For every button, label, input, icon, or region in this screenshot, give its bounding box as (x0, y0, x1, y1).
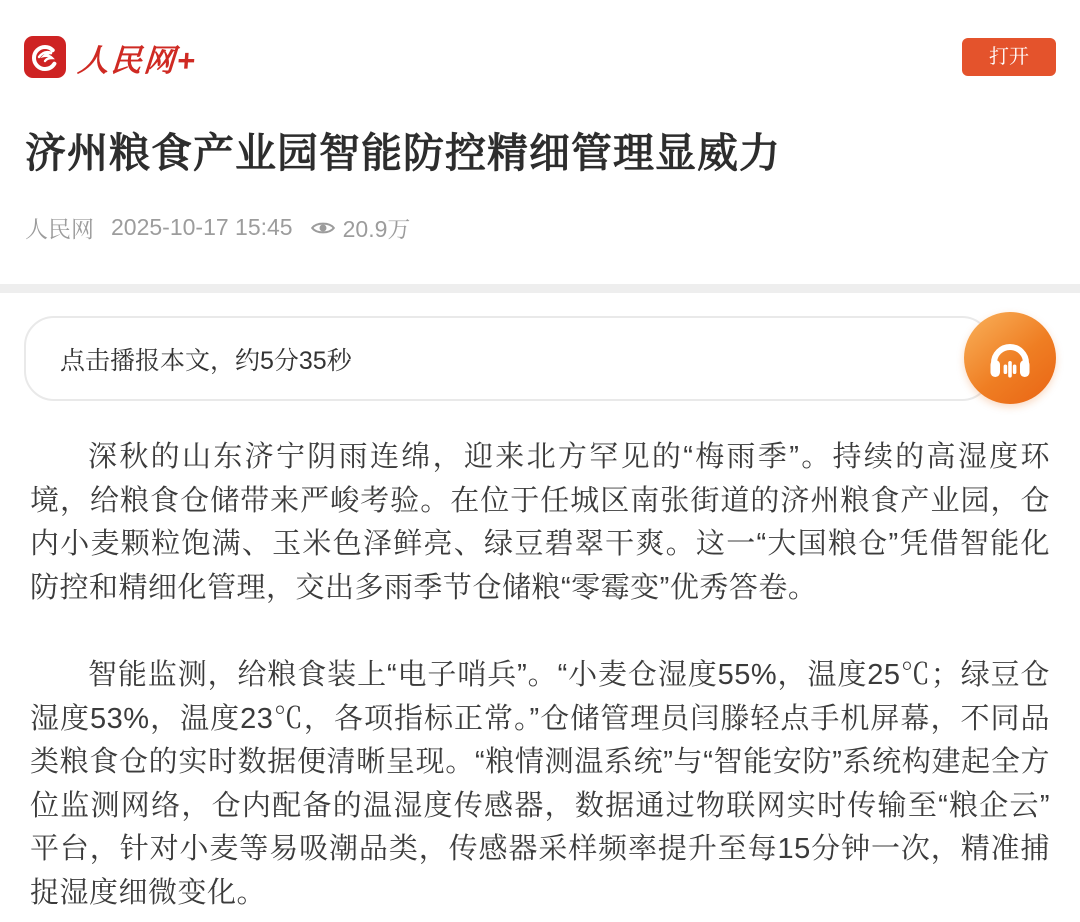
audio-prompt-label: 点击播报本文，约5分35秒 (60, 346, 352, 375)
peoples-daily-logo-icon (24, 36, 66, 78)
article-title: 济州粮食产业园智能防控精细管理显威力 (25, 130, 781, 176)
article-datetime: 2025-10-17 15:45 (111, 214, 293, 241)
headphones-icon (984, 332, 1036, 384)
article-source: 人民网 (25, 216, 94, 243)
brand-name: 人民网+ (76, 42, 199, 78)
eye-icon (310, 219, 336, 237)
app-header (0, 0, 1080, 90)
article-paragraph: 深秋的山东济宁阴雨连绵，迎来北方罕见的“梅雨季”。持续的高湿度环境，给粮食仓储带来严峻考验。在位于任城区南张街道的济州粮食产业园，仓内小麦颗粒饱满、玉米色泽鲜亮、绿豆碧翠干爽。这一“大国粮仓”凭借智能化防控和精细化管理，交出多雨季节仓储粮“零霉变”优秀答卷。 (30, 441, 1050, 604)
brand[interactable] (24, 35, 197, 80)
article-meta (25, 211, 1055, 244)
audio-player-row (24, 314, 1056, 406)
section-divider (0, 284, 1080, 293)
audio-playback-card[interactable] (24, 316, 992, 401)
article-paragraph: 智能监测，给粮食装上“电子哨兵”。“小麦仓湿度55%，温度25℃；绿豆仓湿度53%，温度23℃，各项指标正常。”仓储管理员闫滕轻点手机屏幕，不同品类粮食仓的实时数据便清晰呈现。“粮情测温系统”与“智能安防”系统构建起全方位监测网络，仓内配备的温湿度传感器，数据通过物联网实时传输至“粮企云”平台，针对小麦等易吸潮品类，传感器采样频率提升至每15分钟一次，精准捕捉湿度细微变化。 (30, 659, 1050, 909)
article-body (0, 436, 1080, 915)
open-app-button[interactable]: 打开 (962, 38, 1056, 76)
play-audio-button[interactable] (964, 312, 1056, 404)
view-count-value: 20.9万 (342, 216, 411, 243)
view-count (310, 211, 411, 244)
